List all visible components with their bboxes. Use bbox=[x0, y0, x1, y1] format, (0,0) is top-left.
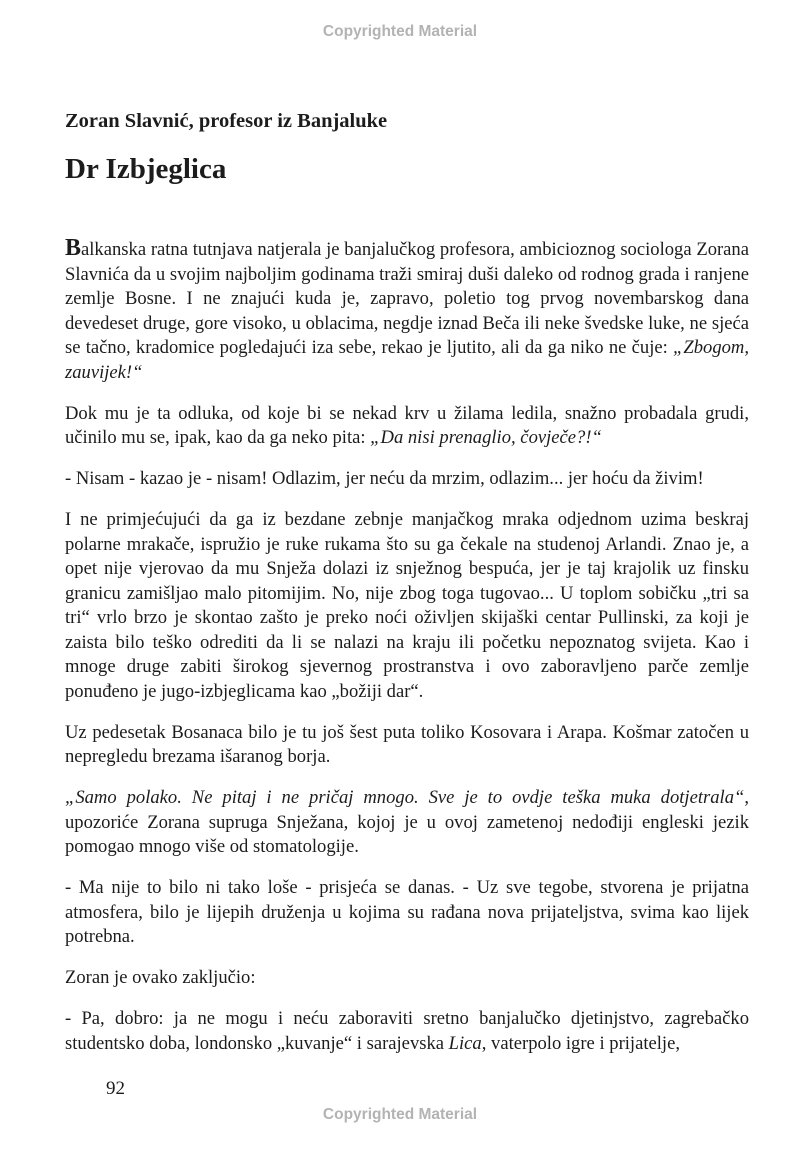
paragraph-9-italic: Lica bbox=[448, 1032, 482, 1054]
paragraph-3: - Nisam - kazao je - nisam! Odlazim, jer neću da mrzim, odlazim... jer hoću da živim! bbox=[65, 468, 704, 489]
paragraph-4: I ne primjećujući da ga iz bezdane zebnje manjačkog mraka odjednom uzima beskraj polarne mrakače, ispružio je ruke rukama što su ga čekale na studenoj Arlandi. Znao je, a opet nije vjerovao da mu Snježa dolazi iz snježnog bespuća, jer je taj krajolik uz finsku granicu zamišljao malo pitomijim. No, nije zbog toga tugovao... U toplom sobičku „tri sa tri“ vrlo brzo je skontao zašto je preko noći oživljen skijaški centar Pullinski, za koji je zaista bilo teško odrediti da li se nalazi na kraju ili početku nepoznatog svijeta. Kao i mnoge druge zabiti širokog sjevernog prostranstva i ovo zaboravljeno parče zemlje ponuđeno je jugo-izbjeglicama kao „božiji dar“. bbox=[65, 509, 749, 702]
paragraph-2-text: Dok mu je ta odluka, od koje bi se nekad krv u žilama ledila, snažno probadala grudi, učinilo mu se, ipak, kao da ga neko pita: bbox=[65, 402, 749, 448]
body-text bbox=[65, 235, 749, 1073]
paragraph-9-end: , vaterpolo igre i prijatelje, bbox=[481, 1032, 680, 1054]
paragraph-7: - Ma nije to bilo ni tako loše - prisjeća se danas. - Uz sve tegobe, stvorena je prijatna atmosfera, bilo je lijepih druženja u kojima su rađana nova prijateljstva, svima kao lijek potrebna. bbox=[65, 877, 749, 947]
paragraph-6-quote: „Samo polako. Ne pitaj i ne pričaj mnogo. Sve je to ovdje teška muka dotjetrala“ bbox=[65, 787, 745, 808]
paragraph-5: Uz pedesetak Bosanaca bilo je tu još šest puta toliko Kosovara i Arapa. Košmar zatočen u nepregledu brezama išaranog borja. bbox=[65, 721, 749, 767]
paragraph-8: Zoran je ovako zaključio: bbox=[65, 967, 256, 988]
paragraph-6 bbox=[65, 786, 749, 860]
paragraph-1 bbox=[65, 235, 749, 385]
paragraph-2 bbox=[65, 402, 749, 451]
paragraph-9 bbox=[65, 1007, 749, 1056]
copyright-watermark-top: Copyrighted Material bbox=[322, 23, 478, 40]
paragraph-9-text: - Pa, dobro: ja ne mogu i neću zaboraviti sretno banjalučko djetinjstvo, zagrebačko studentsko doba, londonsko „kuvanje“ i sarajevska bbox=[65, 1008, 749, 1054]
paragraph-1-text: alkanska ratna tutnjava natjerala je banjalučkog profesora, ambicioznog sociologa Zorana Slavnića da u svojim najboljim godinama traži smiraj duši daleko od rodnog grada i ranjene zemlje Bosne. I ne znajući kuda je, zapravo, poletio tog prvog novembarskog dana devedeset druge, gore visoko, u oblacima, negdje iznad Beča ili neke švedske luke, ne sjeća se tačno, kradomice pogledajući iza sebe, rekao je ljutito, ali da ga niko ne čuje: bbox=[65, 239, 749, 358]
chapter-title: Dr Izbjeglica bbox=[65, 153, 227, 185]
page-number: 92 bbox=[106, 1078, 125, 1099]
copyright-watermark-bottom: Copyrighted Material bbox=[322, 1106, 478, 1123]
paragraph-6-text: , upozoriće Zorana supruga Snježana, kojoj je u ovoj zametenoj nedođiji engleski jezik pomogao mnogo više od stomatologije. bbox=[65, 787, 749, 857]
paragraph-2-quote: „Da nisi prenaglio, čovječe?!“ bbox=[370, 427, 602, 448]
chapter-subtitle: Zoran Slavnić, profesor iz Banjaluke bbox=[65, 110, 388, 132]
chapter-header bbox=[65, 108, 755, 187]
paragraph-1-quote: „Zbogom, zauvijek!“ bbox=[65, 337, 749, 383]
drop-cap: B bbox=[65, 235, 82, 261]
